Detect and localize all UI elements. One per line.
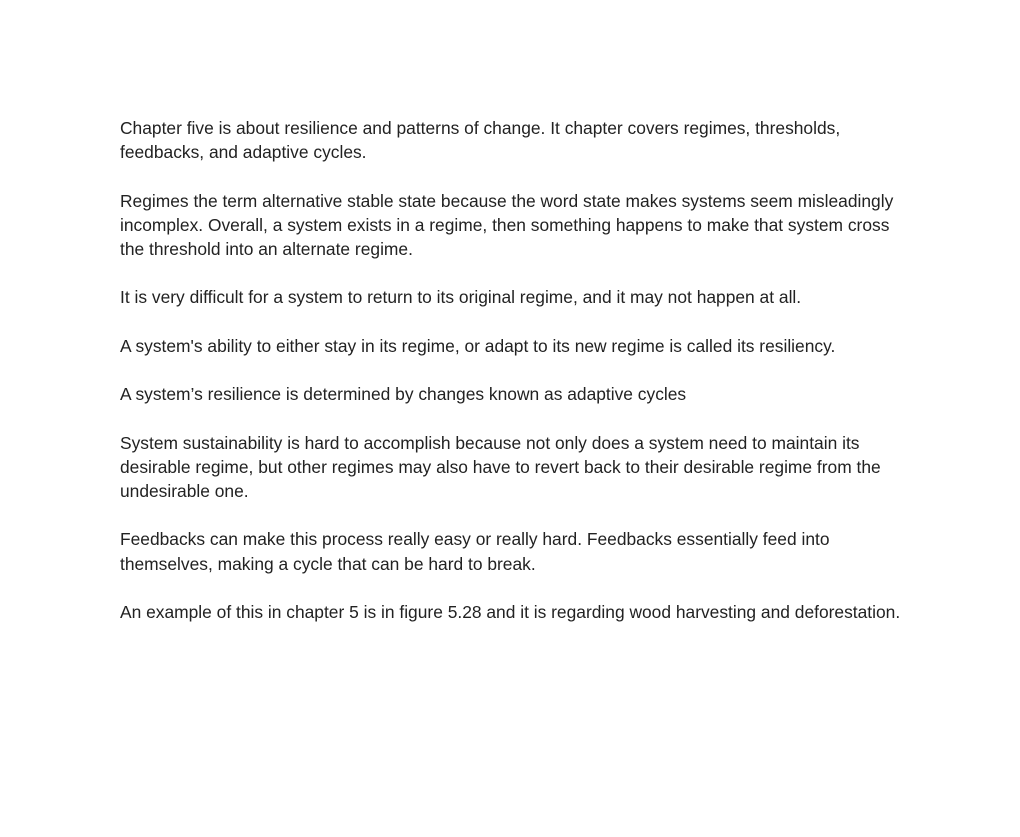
paragraph-resiliency: A system's ability to either stay in its regime, or adapt to its new regime is called its resiliency. — [120, 335, 836, 356]
paragraph-example: An example of this in chapter 5 is in figure 5.28 and it is regarding wood harvesting and deforestation. — [120, 601, 901, 622]
document-body — [120, 116, 910, 648]
paragraph-return-difficulty: It is very difficult for a system to return to its original regime, and it may not happen at all. — [120, 287, 802, 308]
paragraph-intro: Chapter five is about resilience and patterns of change. It chapter covers regimes, thresholds, feedbacks, and adaptive cycles. — [120, 118, 841, 163]
paragraph-regimes: Regimes the term alternative stable state because the word state makes systems seem misleadingly incomplex. Overall, a system exists in a regime, then something happens to make that system cross the threshold into an alternate regime. — [120, 190, 894, 259]
paragraph-feedbacks: Feedbacks can make this process really easy or really hard. Feedbacks essentially feed into themselves, making a cycle that can be hard to break. — [120, 529, 830, 574]
paragraph-adaptive-cycles: A system’s resilience is determined by changes known as adaptive cycles — [120, 384, 687, 405]
paragraph-sustainability: System sustainability is hard to accomplish because not only does a system need to maintain its desirable regime, but other regimes may also have to revert back to their desirable regime from the undesirable one. — [120, 432, 881, 501]
